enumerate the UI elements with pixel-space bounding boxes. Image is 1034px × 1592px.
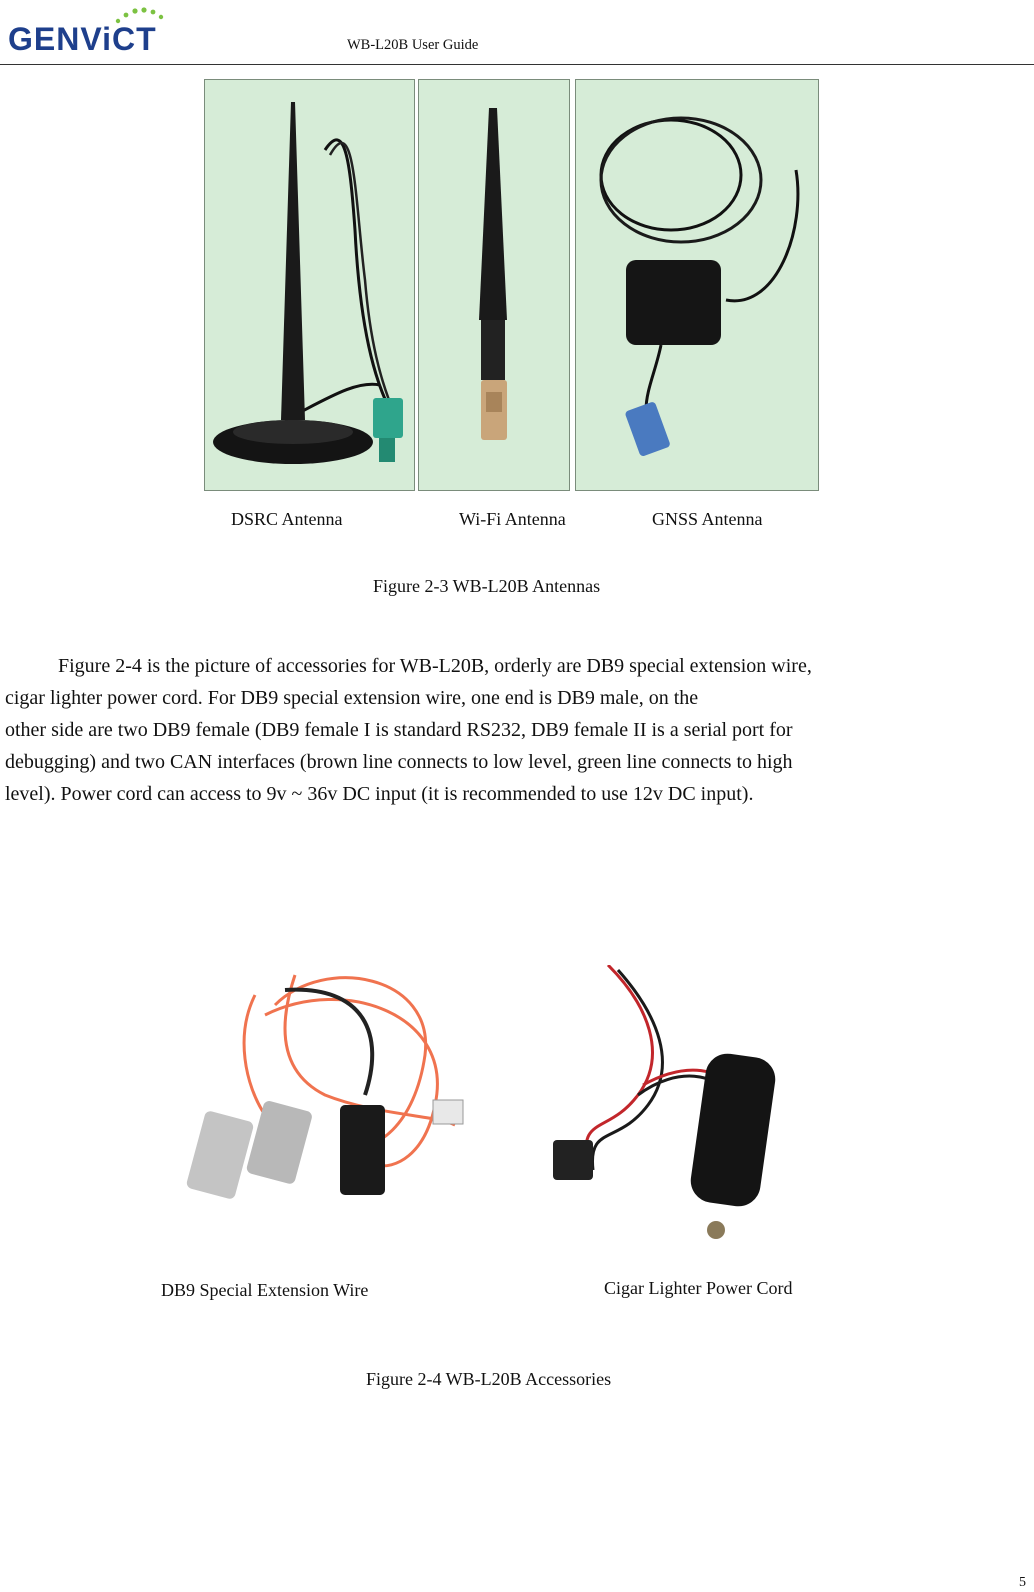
page-number: 5 (1019, 1575, 1026, 1590)
figure-2-4-title: Figure 2-4 WB-L20B Accessories (366, 1369, 612, 1389)
body-line: cigar lighter power cord. For DB9 special extension wire, one end is DB9 male, on the (5, 687, 699, 709)
wifi-antenna-photo (418, 79, 570, 491)
body-line: debugging) and two CAN interfaces (brown line connects to low level, green line connects to high (5, 751, 793, 773)
body-line: level). Power cord can access to 9v ~ 36v DC input (it is recommended to use 12v DC input). (5, 783, 754, 805)
body-paragraph (5, 650, 1015, 810)
header-divider (0, 64, 1034, 65)
body-line: Figure 2-4 is the picture of accessories for WB-L20B, orderly are DB9 special extension wire, (58, 655, 812, 677)
db9-extension-wire-photo (175, 955, 470, 1240)
figure-2-3-title: Figure 2-3 WB-L20B Antennas (373, 576, 601, 596)
cigar-lighter-cord-photo (548, 965, 778, 1245)
cigar-cord-caption: Cigar Lighter Power Cord (604, 1278, 793, 1298)
dsrc-antenna-photo (204, 79, 415, 491)
genvict-logo (6, 4, 176, 56)
dsrc-antenna-caption: DSRC Antenna (231, 509, 343, 529)
wifi-antenna-caption: Wi-Fi Antenna (459, 509, 566, 529)
gnss-antenna-photo (575, 79, 819, 491)
body-line: other side are two DB9 female (DB9 female I is standard RS232, DB9 female II is a serial port for (5, 719, 793, 741)
db9-wire-caption: DB9 Special Extension Wire (161, 1280, 369, 1300)
document-title: WB-L20B User Guide (347, 37, 479, 53)
logo-text: GENViCT (8, 21, 157, 56)
gnss-antenna-caption: GNSS Antenna (652, 509, 763, 529)
